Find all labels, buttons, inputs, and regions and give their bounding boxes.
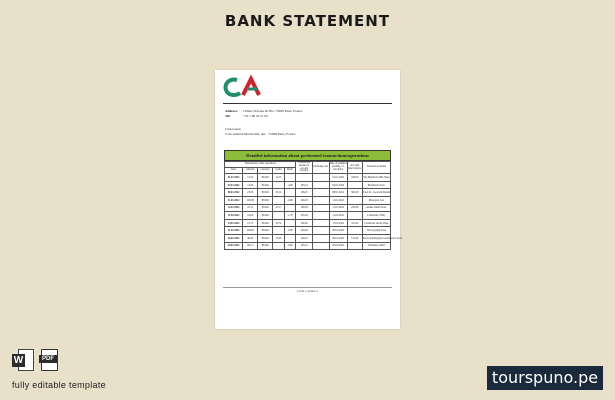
cell-debit [284,219,296,227]
cell-details: Boucherie Store [362,181,390,189]
cell-balance: 122,00 [347,234,362,242]
cell-amount: 21,73 [243,219,258,227]
cell-acct: 108,03 [296,204,313,212]
address-value: 18 Rue Voltaire & Fils, 75008 Paris, France [243,109,303,113]
cell-credit [273,227,285,235]
cell-rate [312,174,329,182]
cell-pending: 11.01.2022 [329,196,347,204]
cell-currency: EURO [258,204,273,212]
cell-credit: 13,00 [273,234,285,242]
table-row [225,196,391,204]
cell-rate [312,189,329,197]
cell-debit: -1,70 [284,212,296,220]
cell-pending: 28.02.2022 [329,242,347,250]
header-divider [223,103,392,104]
header-debit: Debit [284,168,296,174]
cell-currency: EURO [258,234,273,242]
cell-pending: 11.02.2022 [329,212,347,220]
cell-credit [273,181,285,189]
page-title: BANK STATEMENT [224,12,391,30]
cell-details: Lafaboune / Bluy [362,212,390,220]
table-row [225,204,391,212]
cell-debit [284,189,296,197]
cell-date: 11.01.2022 [225,196,243,204]
cell-currency: EURO [258,227,273,235]
cell-currency: EURO [258,212,273,220]
cell-currency: EURO [258,196,273,204]
cell-debit: -0,00 [284,227,296,235]
cell-debit [284,174,296,182]
cell-currency: EURO [258,242,273,250]
cell-debit: -0,00 [284,242,296,250]
cell-amount: 200,00 [243,196,258,204]
cell-rate [312,227,329,235]
cell-amount: 16,00 [243,212,258,220]
cell-date: 26.02.2022 [225,234,243,242]
cell-balance [347,212,362,220]
table-title: Detailed information about performed transactions/operations [224,150,391,161]
cell-rate [312,204,329,212]
header-date: Date [225,168,243,174]
cell-currency: EURO [258,181,273,189]
table-row [225,219,391,227]
cell-balance: 326,00 [347,174,362,182]
cell-details: Monoprix Lux [362,196,390,204]
transactions-table [224,150,403,250]
cell-pending: 26.02.2022 [329,234,347,242]
cell-pending: 02.01.2022 [329,181,347,189]
header-account-currency: Transaction amount in account currency [296,162,313,174]
cell-balance [347,242,362,250]
tel-value: +33 1 80 20 21 00 [243,114,268,118]
cell-debit [284,234,296,242]
cell-credit: 13,74 [273,219,285,227]
cell-balance [347,196,362,204]
cell-rate [312,196,329,204]
cell-acct [296,174,313,182]
cell-currency: EURO [258,219,273,227]
cell-debit [284,204,296,212]
table-row [225,242,391,250]
cell-date: 28.02.2022 [225,242,243,250]
tel-label: Tel: [225,114,231,118]
format-icons [12,349,61,373]
cell-rate [312,234,329,242]
statement-document [215,70,403,329]
cell-balance: 300,26 [347,189,362,197]
cell-credit [273,212,285,220]
cell-date: 08.01.2022 [225,189,243,197]
cell-details: Waitakere ATM [362,242,390,250]
cell-balance [347,227,362,235]
header-details: Transaction details [362,162,390,174]
address-label: Address: [225,109,238,113]
cell-date: 14.01.2022 [225,219,243,227]
cell-pending: 20.02.2022 [329,227,347,235]
cell-balance [347,181,362,189]
cell-details: The Gypsing Store [362,227,390,235]
cell-amount: 22,15 [243,204,258,212]
brand-badge: tourspuno.pe [487,366,603,390]
cell-debit: -0,00 [284,196,296,204]
cell-balance: 250,00 [347,204,362,212]
pdf-icon: PDF [39,349,61,373]
header-date-pending: Date of terminal pending / to execution [329,162,347,174]
cell-amount: 14,00 [243,181,258,189]
header-currency: Currency [258,168,273,174]
cell-acct: 104,27 [296,234,313,242]
cell-credit: 12,55 [273,174,285,182]
cell-details: Sud Garde Regent Convenience Store [362,234,390,242]
cell-pending: 08.01.2022 [329,189,347,197]
client-block [225,127,296,137]
cell-rate [312,242,329,250]
cell-pending: 01.01.2022 [329,174,347,182]
cell-amount: 192,11 [243,242,258,250]
cell-acct: 105,93 [296,212,313,220]
cell-balance: 321,02 [347,219,362,227]
cell-currency: EURO [258,189,273,197]
cell-details: Atelier Outils Store [362,204,390,212]
cell-date: 01.01.2022 [225,174,243,182]
cell-details: The Hundreds Mile Shop [362,174,390,182]
table-row [225,189,391,197]
cell-details: ClassiCuit Group Wine [362,219,390,227]
cell-credit: 23,14 [273,189,285,197]
table-row [225,181,391,189]
client-name: John Green [225,127,241,131]
cell-acct: 103,40 [296,227,313,235]
cell-rate [312,219,329,227]
cell-credit: 25,17 [273,204,285,212]
table-row [225,227,391,235]
header-amount: Amount [243,168,258,174]
word-icon: W [12,349,34,373]
header-exchange-rate: Exchange rate [312,162,329,174]
cell-amount: 12,55 [243,174,258,182]
header-final-balance: Account final balance [347,162,362,174]
table-row [225,212,391,220]
cell-amount: 200,00 [243,227,258,235]
cell-acct: 103,13 [296,242,313,250]
header-credit: Credit [273,168,285,174]
cell-pending: 17.02.2022 [329,219,347,227]
cell-date: 11.02.2022 [225,212,243,220]
cell-date: 02.01.2022 [225,181,243,189]
cell-date: 21.02.2022 [225,227,243,235]
editable-template-caption: fully editable template [12,380,106,390]
cell-debit: -4,00 [284,181,296,189]
cell-credit [273,242,285,250]
footer-divider [223,287,392,288]
cell-amount: 46,20 [243,234,258,242]
cell-amount: 23,00 [243,189,258,197]
cell-acct: 108,25 [296,189,313,197]
cell-rate [312,212,329,220]
cell-acct: 100,20 [296,196,313,204]
cell-details: S.A.LD - Goods & Details [362,189,390,197]
header-transactions-group: Transactions, other operations [225,162,296,168]
document-footer: Credit Commerce [296,289,319,293]
cell-credit [273,196,285,204]
cell-rate [312,181,329,189]
bank-address-block [225,109,302,119]
cell-pending: 11.01.2022 [329,204,347,212]
cell-date: 12.01.2022 [225,204,243,212]
table-row [225,234,391,242]
cell-currency: EURO [258,174,273,182]
client-address: 2 rue Général Martin Sifi, apt. , 75008 Paris, France [225,132,296,136]
cell-acct: 100,02 [296,219,313,227]
table-row [225,174,391,182]
credit-agricole-logo [223,76,265,98]
cell-acct: 103,14 [296,181,313,189]
